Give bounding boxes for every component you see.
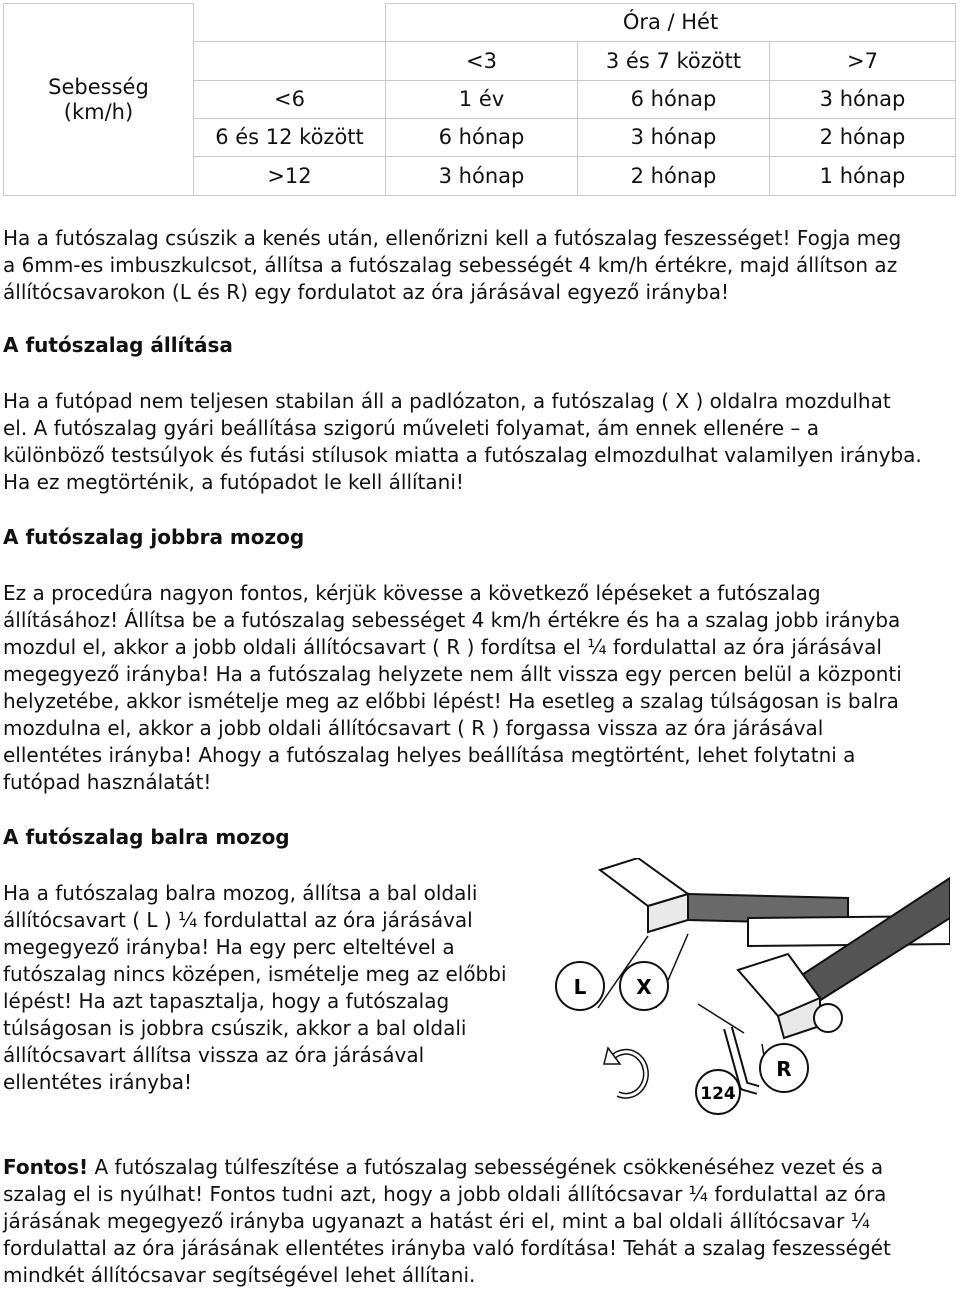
text-line: lépést! Ha azt tapasztalja, hogy a futószalag bbox=[3, 989, 450, 1013]
text-line: Ha a futószalag balra mozog, állítsa a bal oldali bbox=[3, 881, 478, 905]
column-header: <3 bbox=[386, 42, 578, 81]
hours-per-week-header: Óra / Hét bbox=[386, 4, 956, 42]
text-line: helyzetébe, akkor ismételje meg az előbbi lépést! Ha esetleg a szalag túlságosan is balra bbox=[3, 689, 899, 713]
table-cell: 2 hónap bbox=[770, 119, 956, 157]
text-line: állítócsavart állítsa vissza az óra járásával bbox=[3, 1043, 425, 1067]
text-line: ellentétes irányba! Ahogy a futószalag helyes beállítása megtörtént, lehet folytatni a bbox=[3, 743, 856, 767]
text-line: Ez a procedúra nagyon fontos, kérjük kövesse a következő lépéseket a futószalag bbox=[3, 581, 821, 605]
text-line: mindkét állítócsavar segítségével lehet állítani. bbox=[3, 1263, 476, 1287]
adjust-paragraph bbox=[3, 388, 922, 496]
speed-header-line1: Sebesség bbox=[48, 75, 149, 100]
speed-cell: >12 bbox=[194, 157, 386, 196]
left-paragraph bbox=[3, 880, 507, 1096]
text-line: állításához! Állítsa be a futószalag sebességet 4 km/h értékre és ha a szalag jobb irányba bbox=[3, 608, 901, 632]
table-cell: 1 év bbox=[386, 81, 578, 119]
table-cell: 6 hónap bbox=[386, 119, 578, 157]
text-line: futópad használatát! bbox=[3, 770, 212, 794]
right-paragraph bbox=[3, 580, 902, 796]
text-line: Ha ez megtörténik, a futópadot le kell állítani! bbox=[3, 470, 464, 494]
section-heading-right: A futószalag jobbra mozog bbox=[3, 525, 305, 549]
label-R: R bbox=[776, 1057, 792, 1081]
section-heading-adjust: A futószalag állítása bbox=[3, 333, 233, 357]
table-cell: 3 hónap bbox=[578, 119, 770, 157]
table-cell: 2 hónap bbox=[578, 157, 770, 196]
text-line: mozdul el, akkor a jobb oldali állítócsavart ( R ) fordítsa el ¼ fordulattal az óra járásával bbox=[3, 635, 882, 659]
important-paragraph bbox=[3, 1154, 891, 1289]
rotation-arrow-icon bbox=[604, 1048, 646, 1096]
table-cell: 3 hónap bbox=[386, 157, 578, 196]
text-line: különböző testsúlyok és futási stílusok miatta a futószalag elmozdulhat valamilyen irányba. bbox=[3, 443, 922, 467]
text-line: futószalag nincs középen, ismételje meg az előbbi bbox=[3, 962, 507, 986]
column-header: 3 és 7 között bbox=[578, 42, 770, 81]
text-line: el. A futószalag gyári beállítása szigorú műveleti folyamat, ám ennek ellenére – a bbox=[3, 416, 819, 440]
text-line: Ha a futópad nem teljesen stabilan áll a padlózaton, a futószalag ( X ) oldalra mozdulhat bbox=[3, 389, 891, 413]
table-cell: 1 hónap bbox=[770, 157, 956, 196]
text-line: szalag el is nyúlhat! Fontos tudni azt, hogy a jobb oldali állítócsavar ¼ fordulattal az óra bbox=[3, 1182, 887, 1206]
important-label: Fontos! bbox=[3, 1155, 89, 1179]
table-cell: 6 hónap bbox=[578, 81, 770, 119]
speed-header-line2: (km/h) bbox=[63, 99, 134, 124]
text-line: A futószalag túlfeszítése a futószalag sebességének csökkenéséhez vezet és a bbox=[88, 1155, 884, 1179]
table-cell: 3 hónap bbox=[770, 81, 956, 119]
label-L: L bbox=[573, 975, 587, 999]
intro-paragraph bbox=[3, 225, 901, 306]
section-heading-left: A futószalag balra mozog bbox=[3, 825, 290, 849]
speed-header-cell bbox=[4, 4, 194, 196]
text-line: állítócsavarokon (L és R) egy fordulatot az óra járásával egyező irányba! bbox=[3, 280, 730, 304]
text-line: járásának megegyező irányba ugyanazt a hatást éri el, mint a bal oldali állítócsavar ¼ bbox=[3, 1209, 871, 1233]
treadmill-diagram bbox=[548, 858, 950, 1116]
text-line: mozdulna el, akkor a jobb oldali állítócsavart ( R ) forgassa vissza az óra járásával bbox=[3, 716, 824, 740]
speed-cell: 6 és 12 között bbox=[194, 119, 386, 157]
label-124: 124 bbox=[700, 1084, 736, 1104]
text-line: fordulattal az óra járásának ellentétes irányba való fordítása! Tehát a szalag feszességét bbox=[3, 1236, 891, 1260]
text-line: megegyező irányba! Ha a futószalag helyzete nem állt vissza egy percen belül a központi bbox=[3, 662, 902, 686]
text-line: túlságosan is jobbra csúszik, akkor a bal oldali bbox=[3, 1016, 467, 1040]
text-line: a 6mm-es imbuszkulcsot, állítsa a futószalag sebességét 4 km/h értékre, majd állítson az bbox=[3, 253, 898, 277]
text-line: ellentétes irányba! bbox=[3, 1070, 192, 1094]
lubrication-table bbox=[3, 3, 956, 196]
text-line: megegyező irányba! Ha egy perc elteltével a bbox=[3, 935, 455, 959]
column-header: >7 bbox=[770, 42, 956, 81]
text-line: állítócsavart ( L ) ¼ fordulattal az óra járásával bbox=[3, 908, 473, 932]
speed-cell: <6 bbox=[194, 81, 386, 119]
label-X: X bbox=[636, 975, 652, 999]
text-line: Ha a futószalag csúszik a kenés után, ellenőrizni kell a futószalag feszességet! Fogja meg bbox=[3, 226, 902, 250]
